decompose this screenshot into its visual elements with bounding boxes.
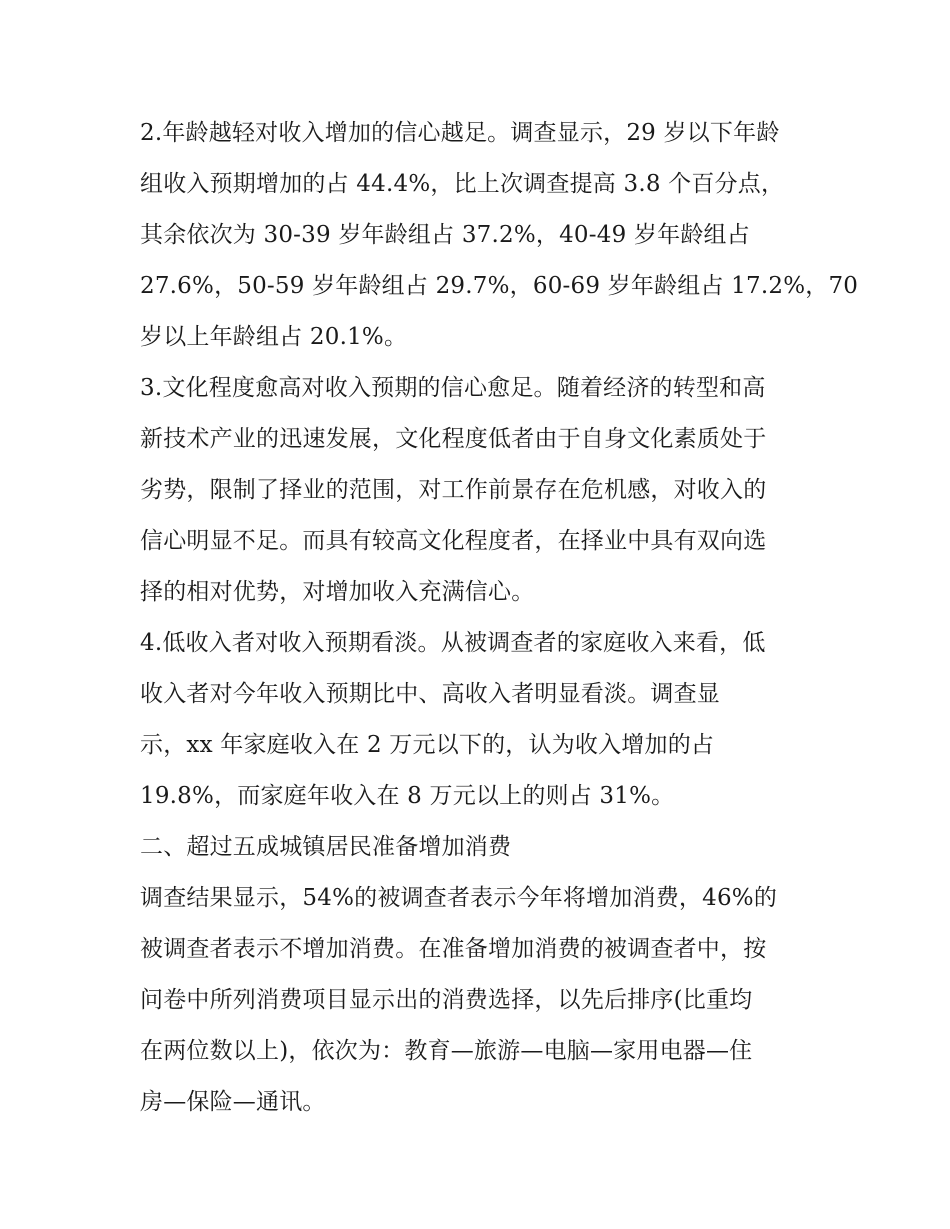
text-line: 在两位数以上)，依次为：教育—旅游—电脑—家用电器—住 bbox=[140, 1038, 753, 1064]
text-line: 劣势，限制了择业的范围，对工作前景存在危机感，对收入的 bbox=[140, 477, 767, 503]
text-line: 信心明显不足。而具有较高文化程度者，在择业中具有双向选 bbox=[140, 528, 767, 554]
text-line: 4.低收入者对收入预期看淡。从被调查者的家庭收入来看，低 bbox=[140, 630, 766, 656]
text-line: 调查结果显示，54%的被调查者表示今年将增加消费，46%的 bbox=[140, 885, 778, 911]
text-line: 问卷中所列消费项目显示出的消费选择，以先后排序(比重均 bbox=[140, 987, 753, 1013]
text-line: 收入者对今年收入预期比中、高收入者明显看淡。调查显 bbox=[140, 681, 720, 707]
text-line: 择的相对优势，对增加收入充满信心。 bbox=[140, 579, 535, 605]
text-line: 组收入预期增加的占 44.4%，比上次调查提高 3.8 个百分点， bbox=[140, 171, 785, 197]
document-body bbox=[140, 108, 859, 1128]
text-line: 2.年龄越轻对收入增加的信心越足。调查显示，29 岁以下年龄 bbox=[140, 120, 780, 146]
section-heading: 二、超过五成城镇居民准备增加消费 bbox=[140, 834, 512, 860]
text-line: 岁以上年龄组占 20.1%。 bbox=[140, 324, 408, 350]
text-line: 新技术产业的迅速发展，文化程度低者由于自身文化素质处于 bbox=[140, 426, 767, 452]
text-line: 被调查者表示不增加消费。在准备增加消费的被调查者中，按 bbox=[140, 936, 767, 962]
text-line: 示，xx 年家庭收入在 2 万元以下的，认为收入增加的占 bbox=[140, 732, 715, 758]
text-line: 其余依次为 30-39 岁年龄组占 37.2%，40-49 岁年龄组占 bbox=[140, 222, 750, 248]
text-line: 27.6%，50-59 岁年龄组占 29.7%，60-69 岁年龄组占 17.2%，70 bbox=[140, 273, 859, 299]
text-line: 19.8%，而家庭年收入在 8 万元以上的则占 31%。 bbox=[140, 783, 675, 809]
text-line: 房—保险—通讯。 bbox=[140, 1089, 326, 1115]
text-line: 3.文化程度愈高对收入预期的信心愈足。随着经济的转型和高 bbox=[140, 375, 766, 401]
